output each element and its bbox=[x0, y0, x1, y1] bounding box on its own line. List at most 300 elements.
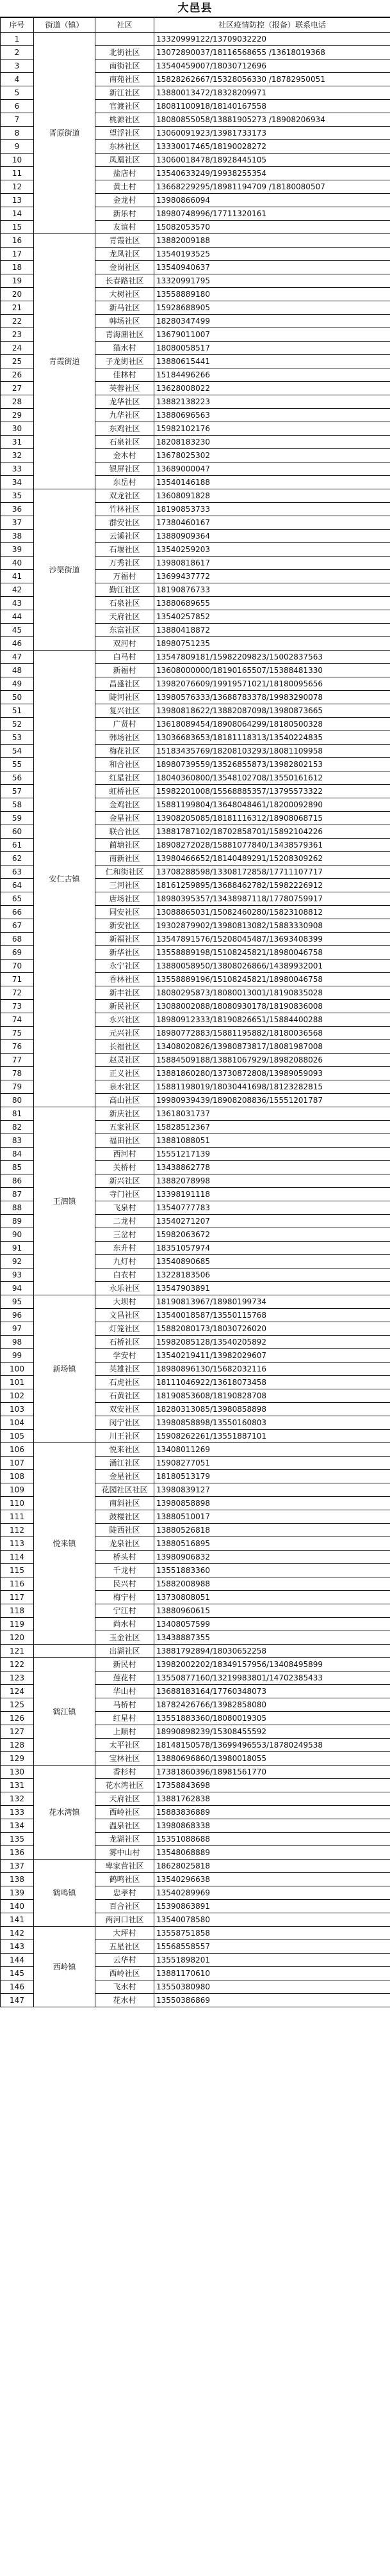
community-cell: 南新社区 bbox=[95, 852, 154, 865]
phone-cell: 15882080173/18030726020 bbox=[154, 1322, 390, 1336]
community-cell: 卑家营社区 bbox=[95, 1860, 154, 1873]
phone-cell: 18980751235 bbox=[154, 637, 390, 651]
phone-cell: 13550877160/13219983801/14702385433 bbox=[154, 1671, 390, 1685]
phone-cell: 13540459007/18030712696 bbox=[154, 59, 390, 73]
table-row bbox=[1, 1860, 390, 1873]
row-number: 44 bbox=[1, 610, 34, 624]
header-street: 街道（镇） bbox=[34, 18, 95, 33]
community-cell: 莲花村 bbox=[95, 1671, 154, 1685]
row-number: 73 bbox=[1, 1000, 34, 1013]
community-cell: 红星社区 bbox=[95, 771, 154, 785]
phone-cell: 13540289969 bbox=[154, 1886, 390, 1900]
phone-cell: 13980576333/13688783378/19983290078 bbox=[154, 691, 390, 704]
phone-cell: 13882138223 bbox=[154, 395, 390, 409]
community-cell: 上顺村 bbox=[95, 1725, 154, 1739]
row-number: 119 bbox=[1, 1618, 34, 1631]
phone-cell: 13881787102/18702858701/15892104226 bbox=[154, 825, 390, 839]
row-number: 46 bbox=[1, 637, 34, 651]
community-cell: 千龙村 bbox=[95, 1564, 154, 1577]
row-number: 85 bbox=[1, 1161, 34, 1174]
row-number: 126 bbox=[1, 1712, 34, 1725]
phone-cell: 13540890685 bbox=[154, 1255, 390, 1268]
row-number: 81 bbox=[1, 1107, 34, 1121]
phone-cell: 13908205085/18181116312/18908068715 bbox=[154, 812, 390, 825]
phone-cell: 13550380980 bbox=[154, 1980, 390, 1994]
community-cell: 长春路社区 bbox=[95, 274, 154, 288]
community-cell: 赵灵社区 bbox=[95, 1054, 154, 1067]
phone-cell: 13881860280/13730872808/13989059093 bbox=[154, 1067, 390, 1080]
community-cell: 友谊村 bbox=[95, 221, 154, 234]
community-cell: 昌盛社区 bbox=[95, 677, 154, 691]
table-row bbox=[1, 489, 390, 503]
community-cell: 石泉社区 bbox=[95, 597, 154, 610]
phone-cell: 13688183164/17760348073 bbox=[154, 1685, 390, 1698]
row-number: 93 bbox=[1, 1268, 34, 1282]
row-number: 99 bbox=[1, 1349, 34, 1363]
phone-cell: 15881198019/18030441698/18123282815 bbox=[154, 1080, 390, 1094]
community-cell: 官渡社区 bbox=[95, 100, 154, 113]
community-cell: 黄土村 bbox=[95, 180, 154, 194]
row-number: 9 bbox=[1, 140, 34, 154]
community-cell: 仁和街社区 bbox=[95, 865, 154, 879]
phone-cell: 13540633249/19938255354 bbox=[154, 167, 390, 180]
row-number: 18 bbox=[1, 261, 34, 274]
community-cell: 香林社区 bbox=[95, 973, 154, 986]
row-number: 127 bbox=[1, 1725, 34, 1739]
row-number: 22 bbox=[1, 315, 34, 328]
community-cell: 金木村 bbox=[95, 449, 154, 462]
row-number: 74 bbox=[1, 1013, 34, 1027]
community-cell: 青霞社区 bbox=[95, 234, 154, 248]
phone-cell: 19302879902/13980813082/15883330908 bbox=[154, 919, 390, 933]
table-row bbox=[1, 1107, 390, 1121]
phone-cell: 13880909364 bbox=[154, 530, 390, 543]
phone-cell: 15828512367 bbox=[154, 1121, 390, 1134]
row-number: 97 bbox=[1, 1322, 34, 1336]
header-community: 社区 bbox=[95, 18, 154, 33]
phone-cell: 13547891576/15208045487/13693408399 bbox=[154, 933, 390, 946]
phone-cell: 13678025302 bbox=[154, 449, 390, 462]
phone-cell: 13881088051 bbox=[154, 1134, 390, 1148]
phone-cell: 13036683653/18181118313/13540224835 bbox=[154, 731, 390, 745]
row-number: 100 bbox=[1, 1363, 34, 1376]
community-cell: 五家社区 bbox=[95, 1121, 154, 1134]
community-cell: 石泉社区 bbox=[95, 436, 154, 449]
community-cell: 新华社区 bbox=[95, 946, 154, 960]
phone-cell: 13882078998 bbox=[154, 1174, 390, 1188]
community-cell: 凤凰社区 bbox=[95, 154, 154, 167]
row-number: 61 bbox=[1, 839, 34, 852]
phone-cell: 18190853733 bbox=[154, 503, 390, 516]
row-number: 129 bbox=[1, 1752, 34, 1766]
community-cell: 万福村 bbox=[95, 570, 154, 583]
row-number: 36 bbox=[1, 503, 34, 516]
row-number: 63 bbox=[1, 865, 34, 879]
phone-cell: 15551217139 bbox=[154, 1148, 390, 1161]
community-cell: 金星社区 bbox=[95, 812, 154, 825]
row-number: 57 bbox=[1, 785, 34, 798]
phone-cell: 13980466652/18140489291/15208309262 bbox=[154, 852, 390, 865]
row-number: 27 bbox=[1, 382, 34, 395]
row-number: 65 bbox=[1, 892, 34, 906]
phone-cell: 15184496266 bbox=[154, 368, 390, 382]
row-number: 110 bbox=[1, 1497, 34, 1510]
community-cell: 福田社区 bbox=[95, 1134, 154, 1148]
table-header bbox=[1, 18, 390, 33]
community-cell: 三河社区 bbox=[95, 879, 154, 892]
row-number: 98 bbox=[1, 1336, 34, 1349]
phone-cell: 13880526818 bbox=[154, 1524, 390, 1537]
phone-cell: 15828262667/15328056330 /18782950051 bbox=[154, 73, 390, 86]
phone-cell: 13558889196/15108245821/18980046758 bbox=[154, 973, 390, 986]
row-number: 118 bbox=[1, 1604, 34, 1618]
row-number: 130 bbox=[1, 1766, 34, 1779]
community-cell: 华山村 bbox=[95, 1685, 154, 1698]
community-cell: 学安村 bbox=[95, 1349, 154, 1363]
community-cell: 长福社区 bbox=[95, 1040, 154, 1054]
row-number: 48 bbox=[1, 664, 34, 677]
phone-cell: 18111046922/13618073458 bbox=[154, 1376, 390, 1389]
community-cell: 新马社区 bbox=[95, 301, 154, 315]
contact-table bbox=[0, 17, 390, 2007]
row-number: 128 bbox=[1, 1739, 34, 1752]
row-number: 40 bbox=[1, 557, 34, 570]
row-number: 10 bbox=[1, 154, 34, 167]
row-number: 1 bbox=[1, 33, 34, 46]
community-cell: 虹桥社区 bbox=[95, 785, 154, 798]
phone-cell: 13548068889 bbox=[154, 1846, 390, 1860]
street-cell: 西岭镇 bbox=[34, 1927, 95, 2007]
community-cell: 尚水村 bbox=[95, 1618, 154, 1631]
phone-cell: 13618089454/18908064299/18180500328 bbox=[154, 718, 390, 731]
community-cell: 九灯村 bbox=[95, 1255, 154, 1268]
row-number: 56 bbox=[1, 771, 34, 785]
community-cell: 石桥社区 bbox=[95, 1336, 154, 1349]
phone-cell: 19980939439/18908208836/15551201787 bbox=[154, 1094, 390, 1107]
row-number: 41 bbox=[1, 570, 34, 583]
row-number: 28 bbox=[1, 395, 34, 409]
community-cell: 复兴社区 bbox=[95, 704, 154, 718]
community-cell: 香杉村 bbox=[95, 1766, 154, 1779]
phone-cell: 13540940637 bbox=[154, 261, 390, 274]
table-row bbox=[1, 1295, 390, 1309]
phone-cell: 15883836889 bbox=[154, 1806, 390, 1819]
row-number: 71 bbox=[1, 973, 34, 986]
phone-cell: 15982102176 bbox=[154, 422, 390, 436]
row-number: 125 bbox=[1, 1698, 34, 1712]
community-cell: 花水村 bbox=[95, 1994, 154, 2007]
community-cell: 金鸡社区 bbox=[95, 798, 154, 812]
community-cell: 韩场社区 bbox=[95, 315, 154, 328]
community-cell: 金龙村 bbox=[95, 194, 154, 207]
row-number: 87 bbox=[1, 1188, 34, 1201]
phone-cell: 13550386869 bbox=[154, 1994, 390, 2007]
row-number: 114 bbox=[1, 1551, 34, 1564]
row-number: 16 bbox=[1, 234, 34, 248]
phone-cell: 18080855058/13881905273 /18908206934 bbox=[154, 113, 390, 127]
phone-cell: 15568558557 bbox=[154, 1940, 390, 1954]
community-cell: 玉金社区 bbox=[95, 1631, 154, 1645]
phone-cell: 13558751858 bbox=[154, 1927, 390, 1940]
phone-cell: 13982002202/18349157956/13408495899 bbox=[154, 1658, 390, 1671]
phone-cell: 15908277051 bbox=[154, 1457, 390, 1470]
row-number: 117 bbox=[1, 1591, 34, 1604]
community-cell: 石黄社区 bbox=[95, 1389, 154, 1403]
row-number: 96 bbox=[1, 1309, 34, 1322]
community-cell: 英雄社区 bbox=[95, 1363, 154, 1376]
row-number: 132 bbox=[1, 1792, 34, 1806]
row-number: 33 bbox=[1, 462, 34, 476]
phone-cell: 13438887355 bbox=[154, 1631, 390, 1645]
row-number: 17 bbox=[1, 248, 34, 261]
phone-cell: 13880615441 bbox=[154, 355, 390, 368]
community-cell: 银屏社区 bbox=[95, 462, 154, 476]
row-number: 83 bbox=[1, 1134, 34, 1148]
community-cell: 民兴村 bbox=[95, 1577, 154, 1591]
row-number: 4 bbox=[1, 73, 34, 86]
phone-cell: 13330017465/18190028272 bbox=[154, 140, 390, 154]
row-number: 108 bbox=[1, 1470, 34, 1483]
row-number: 52 bbox=[1, 718, 34, 731]
phone-cell: 13880516895 bbox=[154, 1537, 390, 1551]
row-number: 123 bbox=[1, 1671, 34, 1685]
phone-cell: 18782426766/13982858080 bbox=[154, 1698, 390, 1712]
row-number: 29 bbox=[1, 409, 34, 422]
phone-cell: 18180513179 bbox=[154, 1470, 390, 1483]
community-cell: 西河村 bbox=[95, 1148, 154, 1161]
row-number: 19 bbox=[1, 274, 34, 288]
phone-cell: 18080295873/18080013001/18190835028 bbox=[154, 986, 390, 1000]
community-cell: 川王社区 bbox=[95, 1430, 154, 1443]
community-cell: 和合社区 bbox=[95, 758, 154, 771]
community-cell: 鼓楼社区 bbox=[95, 1510, 154, 1524]
phone-cell: 13088002088/18080930178/18190836008 bbox=[154, 1000, 390, 1013]
row-number: 51 bbox=[1, 704, 34, 718]
row-number: 14 bbox=[1, 207, 34, 221]
phone-cell: 13881762838 bbox=[154, 1792, 390, 1806]
community-cell: 出湖社区 bbox=[95, 1645, 154, 1658]
row-number: 106 bbox=[1, 1443, 34, 1457]
community-cell: 龙华社区 bbox=[95, 395, 154, 409]
phone-cell: 13060091923/13981733173 bbox=[154, 127, 390, 140]
row-number: 82 bbox=[1, 1121, 34, 1134]
community-cell: 大树社区 bbox=[95, 288, 154, 301]
community-cell: 群安社区 bbox=[95, 516, 154, 530]
community-cell: 寺门社区 bbox=[95, 1188, 154, 1201]
row-number: 101 bbox=[1, 1376, 34, 1389]
row-number: 60 bbox=[1, 825, 34, 839]
community-cell: 南苑社区 bbox=[95, 73, 154, 86]
phone-cell: 13540777783 bbox=[154, 1201, 390, 1215]
header-phone: 社区疫情防控（报备）联系电话 bbox=[154, 18, 390, 33]
community-cell: 雾中山村 bbox=[95, 1846, 154, 1860]
community-cell: 东林社区 bbox=[95, 140, 154, 154]
community-cell: 九华社区 bbox=[95, 409, 154, 422]
street-cell: 沙渠街道 bbox=[34, 489, 95, 651]
row-number: 84 bbox=[1, 1148, 34, 1161]
row-number: 91 bbox=[1, 1242, 34, 1255]
row-number: 58 bbox=[1, 798, 34, 812]
row-number: 25 bbox=[1, 355, 34, 368]
community-cell: 万秀社区 bbox=[95, 557, 154, 570]
community-cell: 五星社区 bbox=[95, 1940, 154, 1954]
row-number: 104 bbox=[1, 1416, 34, 1430]
phone-cell: 17380460167 bbox=[154, 516, 390, 530]
community-cell: 天府社区 bbox=[95, 610, 154, 624]
table-body bbox=[1, 33, 390, 2007]
community-cell: 新福社区 bbox=[95, 933, 154, 946]
row-number: 138 bbox=[1, 1873, 34, 1886]
community-cell: 东岳村 bbox=[95, 476, 154, 489]
phone-cell: 18980395357/13438987118/17780759917 bbox=[154, 892, 390, 906]
phone-cell: 18190813967/18980199734 bbox=[154, 1295, 390, 1309]
phone-cell: 17381860396/18981561770 bbox=[154, 1766, 390, 1779]
row-number: 15 bbox=[1, 221, 34, 234]
phone-cell: 13540193525 bbox=[154, 248, 390, 261]
row-number: 20 bbox=[1, 288, 34, 301]
phone-cell: 13699437772 bbox=[154, 570, 390, 583]
row-number: 35 bbox=[1, 489, 34, 503]
phone-cell: 13540296638 bbox=[154, 1873, 390, 1886]
community-cell: 双河村 bbox=[95, 637, 154, 651]
phone-cell: 13547903891 bbox=[154, 1282, 390, 1295]
phone-cell: 13060018478/18928445105 bbox=[154, 154, 390, 167]
phone-cell: 13540219411/13982029607 bbox=[154, 1349, 390, 1363]
row-number: 72 bbox=[1, 986, 34, 1000]
row-number: 69 bbox=[1, 946, 34, 960]
phone-cell: 13540078580 bbox=[154, 1913, 390, 1927]
community-cell: 泉水社区 bbox=[95, 1080, 154, 1094]
row-number: 80 bbox=[1, 1094, 34, 1107]
community-cell: 东鸡社区 bbox=[95, 422, 154, 436]
community-cell: 新兴社区 bbox=[95, 1174, 154, 1188]
community-cell: 忠孝村 bbox=[95, 1886, 154, 1900]
community-cell: 新安社区 bbox=[95, 919, 154, 933]
phone-cell: 13551883360/18080019305 bbox=[154, 1712, 390, 1725]
phone-cell: 13980868338 bbox=[154, 1819, 390, 1833]
community-cell: 白衣村 bbox=[95, 1268, 154, 1282]
row-number: 146 bbox=[1, 1980, 34, 1994]
row-number: 37 bbox=[1, 516, 34, 530]
community-cell: 闵宁社区 bbox=[95, 1416, 154, 1430]
community-cell: 三岔村 bbox=[95, 1228, 154, 1242]
street-cell: 王泗镇 bbox=[34, 1107, 95, 1295]
phone-cell: 18908272028/15881077840/13438579361 bbox=[154, 839, 390, 852]
community-cell: 红星村 bbox=[95, 1712, 154, 1725]
phone-cell: 13320991795 bbox=[154, 274, 390, 288]
phone-cell: 15908262261/13551887101 bbox=[154, 1430, 390, 1443]
row-number: 142 bbox=[1, 1927, 34, 1940]
community-cell: 永兴社区 bbox=[95, 1013, 154, 1027]
row-number: 134 bbox=[1, 1819, 34, 1833]
row-number: 111 bbox=[1, 1510, 34, 1524]
phone-cell: 13540259203 bbox=[154, 543, 390, 557]
row-number: 49 bbox=[1, 677, 34, 691]
community-cell: 龙凤社区 bbox=[95, 248, 154, 261]
phone-cell: 13608000000/18190165507/15388481330 bbox=[154, 664, 390, 677]
community-cell: 龙泉社区 bbox=[95, 1537, 154, 1551]
community-cell: 韩场社区 bbox=[95, 731, 154, 745]
row-number: 112 bbox=[1, 1524, 34, 1537]
phone-cell: 15390863891 bbox=[154, 1900, 390, 1913]
row-number: 31 bbox=[1, 436, 34, 449]
community-cell: 联合社区 bbox=[95, 825, 154, 839]
phone-cell: 18040360800/13548102708/13550161612 bbox=[154, 771, 390, 785]
row-number: 88 bbox=[1, 1201, 34, 1215]
row-number: 109 bbox=[1, 1483, 34, 1497]
row-number: 102 bbox=[1, 1389, 34, 1403]
row-number: 62 bbox=[1, 852, 34, 865]
phone-cell: 18980912333/18190826651/15884400288 bbox=[154, 1013, 390, 1027]
community-cell: 望浮社区 bbox=[95, 127, 154, 140]
phone-cell: 13320999122/13709032220 bbox=[154, 33, 390, 46]
phone-cell: 13880689655 bbox=[154, 597, 390, 610]
phone-cell: 13880960615 bbox=[154, 1604, 390, 1618]
phone-cell: 18980748996/17711320161 bbox=[154, 207, 390, 221]
row-number: 120 bbox=[1, 1631, 34, 1645]
community-cell: 正义社区 bbox=[95, 1067, 154, 1080]
street-cell: 鹤鸣镇 bbox=[34, 1860, 95, 1927]
row-number: 136 bbox=[1, 1846, 34, 1860]
community-cell: 温泉社区 bbox=[95, 1819, 154, 1833]
row-number: 30 bbox=[1, 422, 34, 436]
community-cell: 桥头村 bbox=[95, 1551, 154, 1564]
phone-cell: 15882008988 bbox=[154, 1577, 390, 1591]
community-cell: 灯笼社区 bbox=[95, 1322, 154, 1336]
phone-cell: 17358843698 bbox=[154, 1779, 390, 1792]
community-cell: 飞泉村 bbox=[95, 1201, 154, 1215]
table-row bbox=[1, 234, 390, 248]
community-cell: 元兴社区 bbox=[95, 1027, 154, 1040]
street-cell: 新场镇 bbox=[34, 1295, 95, 1443]
phone-cell: 18980896130/15682032116 bbox=[154, 1363, 390, 1376]
community-cell: 永乐社区 bbox=[95, 1282, 154, 1295]
phone-cell: 15881199804/13648048461/18200092890 bbox=[154, 798, 390, 812]
phone-cell: 13558889180 bbox=[154, 288, 390, 301]
phone-cell: 13880013472/18328209971 bbox=[154, 86, 390, 100]
community-cell: 北街社区 bbox=[95, 46, 154, 59]
community-cell: 广贤村 bbox=[95, 718, 154, 731]
community-cell: 子龙街社区 bbox=[95, 355, 154, 368]
row-number: 105 bbox=[1, 1430, 34, 1443]
row-number: 94 bbox=[1, 1282, 34, 1295]
phone-cell: 13881792894/18030652258 bbox=[154, 1645, 390, 1658]
row-number: 124 bbox=[1, 1685, 34, 1698]
row-number: 45 bbox=[1, 624, 34, 637]
table-row bbox=[1, 1766, 390, 1779]
row-number: 115 bbox=[1, 1564, 34, 1577]
row-number: 13 bbox=[1, 194, 34, 207]
phone-cell: 15884509188/13881067929/18982088026 bbox=[154, 1054, 390, 1067]
community-cell: 宁江村 bbox=[95, 1604, 154, 1618]
phone-cell: 13547809181/15982209823/15002837563 bbox=[154, 651, 390, 664]
phone-cell: 13880058950/13808026866/14389932001 bbox=[154, 960, 390, 973]
phone-cell: 13228183506 bbox=[154, 1268, 390, 1282]
community-cell: 大坪村 bbox=[95, 1927, 154, 1940]
table-row bbox=[1, 1443, 390, 1457]
phone-cell: 13540146188 bbox=[154, 476, 390, 489]
row-number: 2 bbox=[1, 46, 34, 59]
phone-cell: 18628025818 bbox=[154, 1860, 390, 1873]
phone-cell: 13689000047 bbox=[154, 462, 390, 476]
community-cell: 双安社区 bbox=[95, 1403, 154, 1416]
community-cell: 花水湾社区 bbox=[95, 1779, 154, 1792]
phone-cell: 13551883360 bbox=[154, 1564, 390, 1577]
row-number: 143 bbox=[1, 1940, 34, 1954]
row-number: 23 bbox=[1, 328, 34, 342]
row-number: 79 bbox=[1, 1080, 34, 1094]
row-number: 53 bbox=[1, 731, 34, 745]
